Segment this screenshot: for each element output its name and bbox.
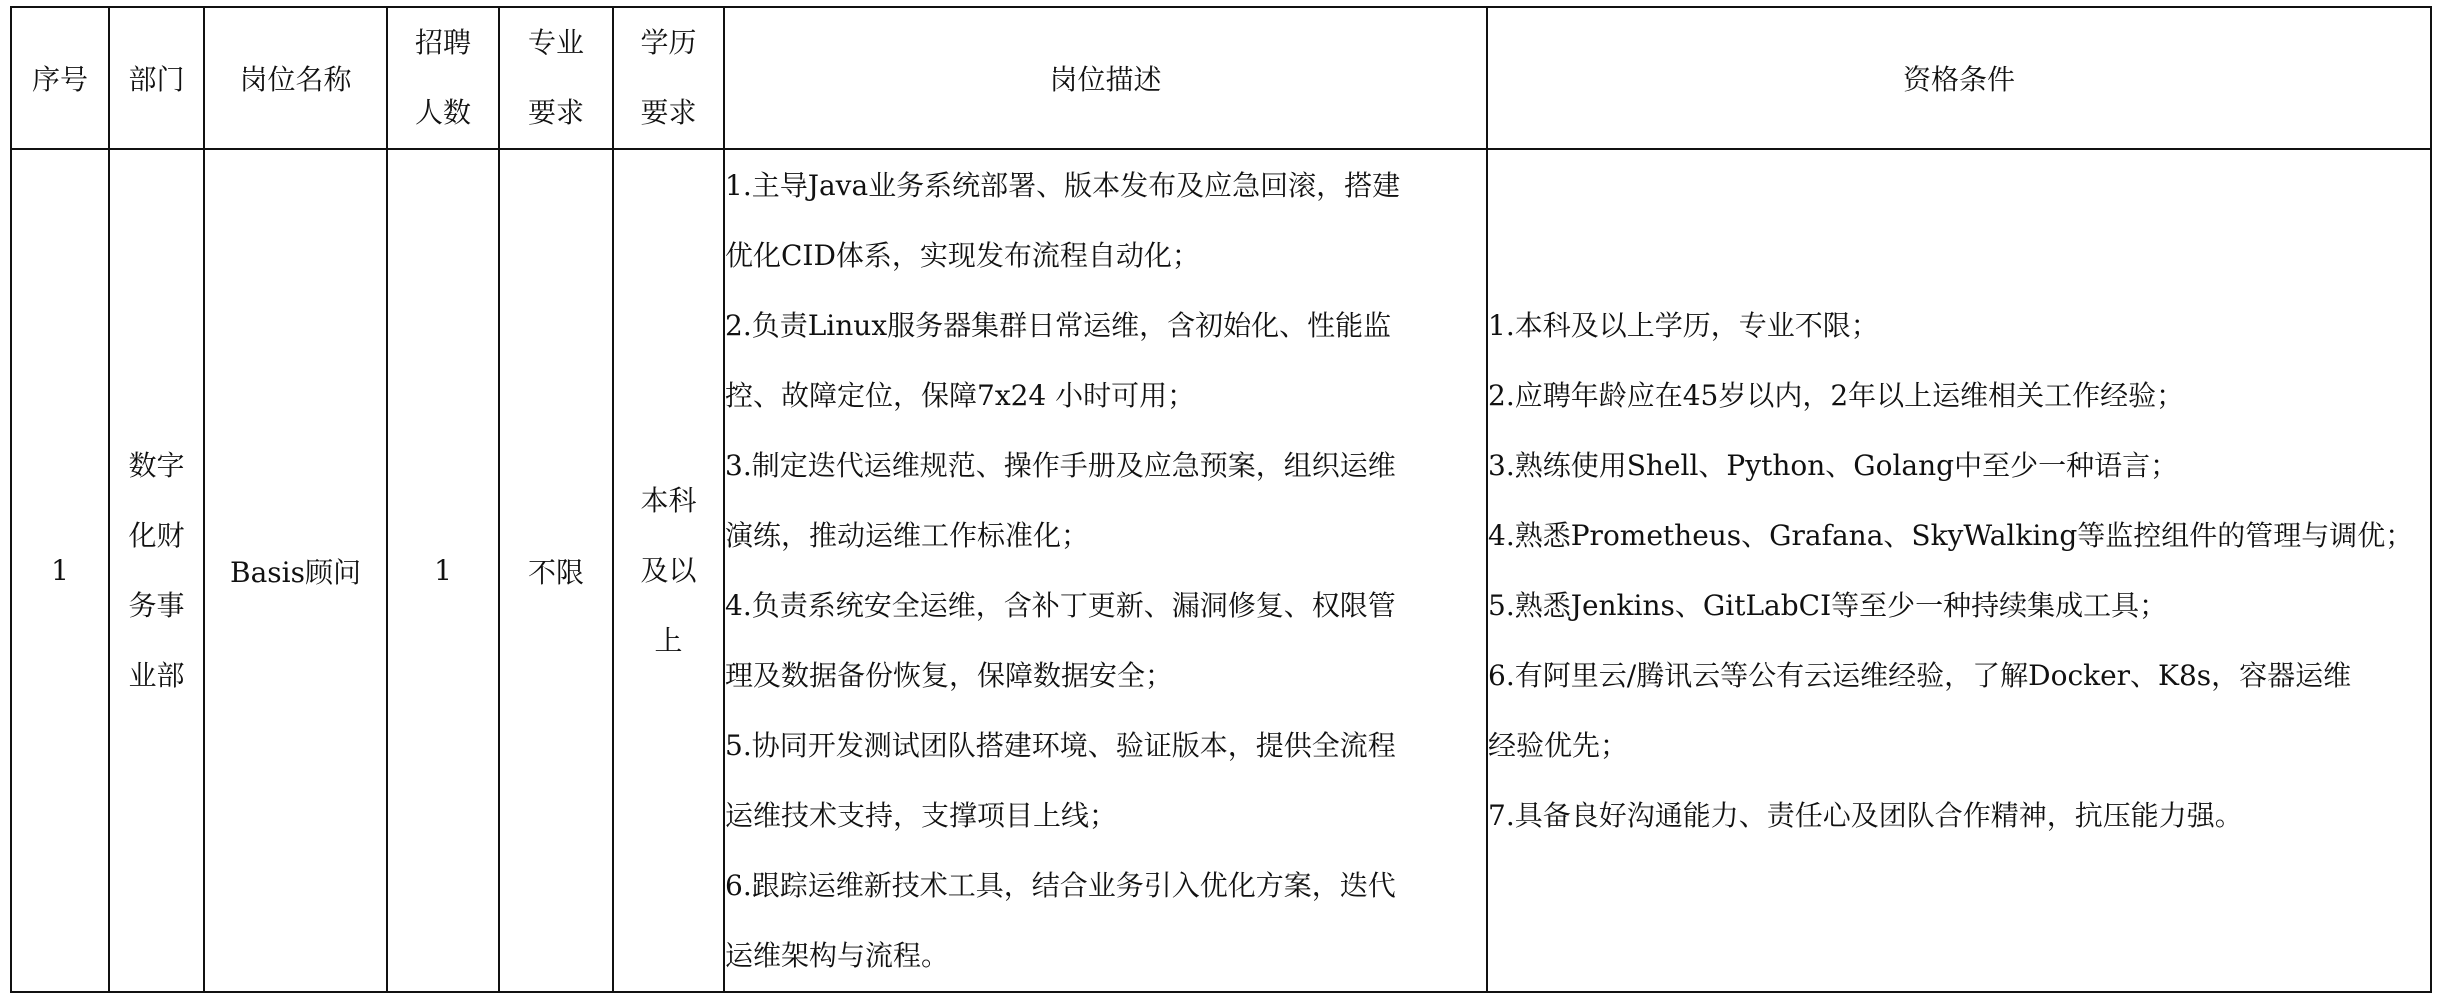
qualification-line: 4.熟悉Prometheus、Grafana、SkyWalking等监控组件的管理与调优； — [1488, 518, 2414, 552]
edu-line: 及以 — [640, 553, 697, 587]
description-line: 5.协同开发测试团队搭建环境、验证版本，提供全流程 — [725, 728, 1396, 762]
header-major — [499, 7, 613, 149]
header-major-line: 专业 — [527, 26, 584, 59]
qualification-line: 2.应聘年龄应在45岁以内，2年以上运维相关工作经验； — [1488, 378, 2185, 412]
description-line: 3.制定迭代运维规范、操作手册及应急预案，组织运维 — [725, 448, 1396, 482]
dept-line: 业部 — [128, 658, 185, 692]
header-major-line: 要求 — [527, 96, 584, 129]
cell-title: Basis顾问 — [204, 149, 387, 992]
edu-line: 上 — [654, 623, 683, 657]
cell-major: 不限 — [499, 149, 613, 992]
description-line: 4.负责系统安全运维，含补丁更新、漏洞修复、权限管 — [725, 588, 1396, 622]
header-count — [387, 7, 499, 149]
header-count-line: 人数 — [414, 96, 471, 129]
job-posting-table — [10, 6, 2432, 993]
description-line: 演练，推动运维工作标准化； — [725, 518, 1090, 552]
qualification-line: 5.熟悉Jenkins、GitLabCI等至少一种持续集成工具； — [1488, 588, 2168, 622]
description-line: 2.负责Linux服务器集群日常运维，含初始化、性能监 — [725, 308, 1392, 342]
dept-line: 化财 — [128, 518, 185, 552]
description-line: 6.跟踪运维新技术工具，结合业务引入优化方案，迭代 — [725, 868, 1396, 902]
qualification-line: 经验优先； — [1488, 728, 1629, 762]
cell-count: 1 — [387, 149, 499, 992]
header-dept: 部门 — [109, 7, 204, 149]
qualification-line: 3.熟练使用Shell、Python、Golang中至少一种语言； — [1488, 448, 2179, 482]
cell-edu — [613, 149, 724, 992]
header-count-line: 招聘 — [414, 26, 471, 59]
qualification-line: 1.本科及以上学历，专业不限； — [1488, 308, 1879, 342]
cell-dept — [109, 149, 204, 992]
qualification-line: 7.具备良好沟通能力、责任心及团队合作精神，抗压能力强。 — [1488, 798, 2243, 832]
description-line: 运维技术支持，支撑项目上线； — [725, 798, 1118, 832]
description-line: 理及数据备份恢复，保障数据安全； — [725, 658, 1174, 692]
header-edu-line: 学历 — [640, 26, 697, 59]
dept-line: 数字 — [128, 448, 185, 482]
table-row — [11, 149, 2431, 992]
header-seq: 序号 — [11, 7, 109, 149]
header-qual: 资格条件 — [1487, 7, 2431, 149]
qualification-line: 6.有阿里云/腾讯云等公有云运维经验，了解Docker、K8s，容器运维 — [1488, 658, 2352, 692]
dept-line: 务事 — [128, 588, 185, 622]
job-posting-table-wrapper — [10, 6, 2430, 993]
description-line: 控、故障定位，保障7x24 小时可用； — [725, 378, 1196, 412]
description-line: 优化CID体系，实现发布流程自动化； — [725, 238, 1200, 272]
cell-description — [724, 149, 1487, 992]
header-desc: 岗位描述 — [724, 7, 1487, 149]
header-title: 岗位名称 — [204, 7, 387, 149]
header-edu-line: 要求 — [640, 96, 697, 129]
description-line: 1.主导Java业务系统部署、版本发布及应急回滚，搭建 — [725, 168, 1401, 202]
header-row — [11, 7, 2431, 149]
description-line: 运维架构与流程。 — [725, 938, 950, 972]
cell-seq: 1 — [11, 149, 109, 992]
edu-line: 本科 — [640, 483, 697, 517]
cell-qualifications — [1487, 149, 2431, 992]
header-edu — [613, 7, 724, 149]
